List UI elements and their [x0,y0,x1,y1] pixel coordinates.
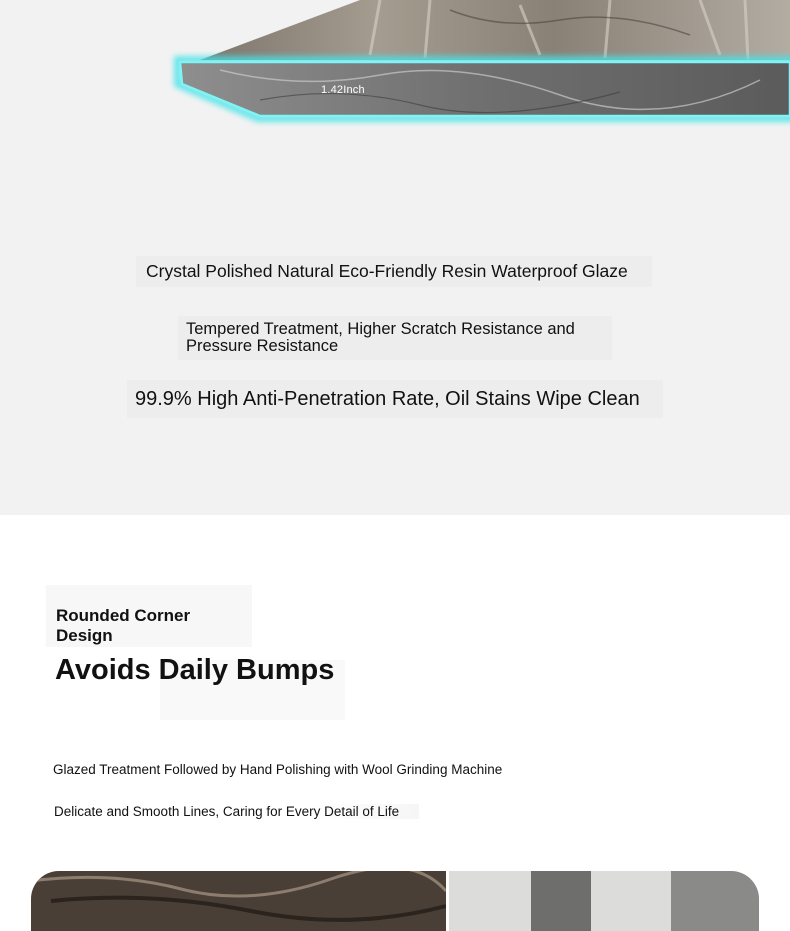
feature-glaze: Crystal Polished Natural Eco-Friendly Resin Waterproof Glaze [136,256,652,287]
detail-smooth-lines: Delicate and Smooth Lines, Caring for Every Detail of Life [54,804,419,819]
marble-slab-edge-image [0,0,790,130]
feature-anti-penetration: 99.9% High Anti-Penetration Rate, Oil Stains Wipe Clean [127,380,663,418]
feature-tempered: Tempered Treatment, Higher Scratch Resistance and Pressure Resistance [178,316,612,360]
thickness-label: 1.42Inch [321,84,365,96]
section-headline: Avoids Daily Bumps [55,654,335,686]
product-photo [31,871,759,931]
section-eyebrow: Rounded Corner Design [46,585,252,647]
detail-polishing: Glazed Treatment Followed by Hand Polishing with Wool Grinding Machine [53,762,503,777]
rounded-corner-section [0,515,790,889]
